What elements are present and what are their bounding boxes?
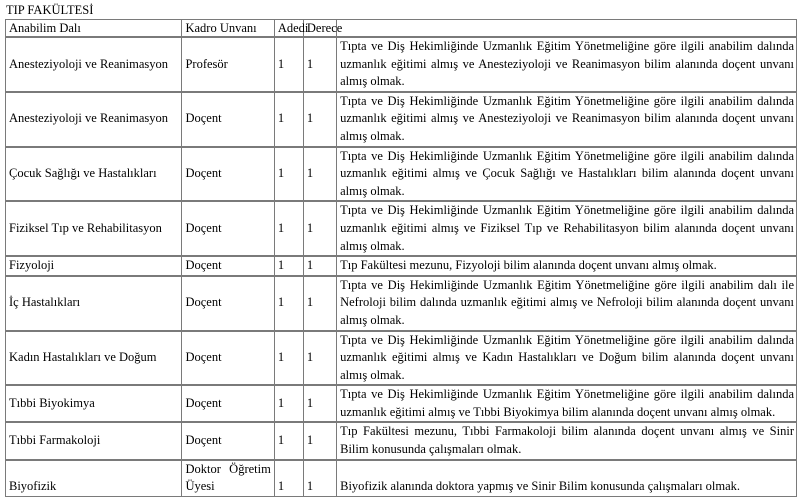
- table-row: [6, 331, 797, 386]
- count-cell: 1: [274, 92, 303, 147]
- table-row: [6, 147, 797, 202]
- position-title-cell: Doçent: [182, 422, 274, 459]
- degree-cell: 1: [303, 37, 336, 92]
- department-cell: Tıbbi Farmakoloji: [6, 422, 182, 459]
- requirements-cell: Tıpta ve Diş Hekimliğinde Uzmanlık Eğitim Yönetmeliğine göre ilgili anabilim dalında uzmanlık eğitimi almış ve Çocuk Sağlığı ve Hastalıkları bilim alanında doçent unvanı almış olmak.: [337, 147, 797, 202]
- count-cell: 1: [274, 256, 303, 276]
- degree-cell: 1: [303, 276, 336, 331]
- table-row: [6, 276, 797, 331]
- header-department: Anabilim Dalı: [6, 20, 182, 38]
- degree-cell: 1: [303, 331, 336, 386]
- faculty-title: TIP FAKÜLTESİ: [6, 3, 94, 17]
- requirements-cell: Tıpta ve Diş Hekimliğinde Uzmanlık Eğitim Yönetmeliğine göre ilgili anabilim dalında uzmanlık eğitimi almış ve Fiziksel Tıp ve Rehabilitasyon bilim alanında doçent unvanı almış olmak.: [337, 201, 797, 256]
- positions-table: [5, 19, 797, 497]
- count-cell: 1: [274, 201, 303, 256]
- count-cell: 1: [274, 331, 303, 386]
- degree-cell: 1: [303, 147, 336, 202]
- requirements-cell: Tıp Fakültesi mezunu, Fizyoloji bilim alanında doçent unvanı almış olmak.: [337, 256, 797, 276]
- table-row: [6, 422, 797, 459]
- count-cell: 1: [274, 276, 303, 331]
- requirements-cell: Tıpta ve Diş Hekimliğinde Uzmanlık Eğitim Yönetmeliğine göre ilgili anabilim dalında uzmanlık eğitimi almış ve Anesteziyoloji ve Reanimasyon bilim alanında doçent unvanı almış olmak.: [337, 92, 797, 147]
- degree-cell: 1: [303, 422, 336, 459]
- table-row: [6, 92, 797, 147]
- department-cell: Kadın Hastalıkları ve Doğum: [6, 331, 182, 386]
- department-cell: Biyofizik: [6, 460, 182, 497]
- requirements-cell: Tıpta ve Diş Hekimliğinde Uzmanlık Eğitim Yönetmeliğine göre ilgili anabilim dalında uzmanlık eğitimi almış ve Tıbbi Biyokimya bilim alanında doçent unvanı almış olmak.: [337, 385, 797, 422]
- position-title-cell: Doçent: [182, 331, 274, 386]
- position-title-cell: Doktor Öğretim Üyesi: [182, 460, 274, 497]
- position-title-cell: Doçent: [182, 92, 274, 147]
- department-cell: Fizyoloji: [6, 256, 182, 276]
- department-cell: Çocuk Sağlığı ve Hastalıkları: [6, 147, 182, 202]
- count-cell: 1: [274, 147, 303, 202]
- count-cell: 1: [274, 422, 303, 459]
- header-position-title: Kadro Unvanı: [182, 20, 274, 38]
- degree-cell: 1: [303, 385, 336, 422]
- count-cell: 1: [274, 460, 303, 497]
- position-title-cell: Doçent: [182, 147, 274, 202]
- table-row: [6, 385, 797, 422]
- department-cell: Anesteziyoloji ve Reanimasyon: [6, 37, 182, 92]
- header-requirements: [337, 20, 797, 38]
- department-cell: Tıbbi Biyokimya: [6, 385, 182, 422]
- position-title-cell: Doçent: [182, 256, 274, 276]
- table-row: [6, 460, 797, 497]
- count-cell: 1: [274, 37, 303, 92]
- requirements-cell: Tıp Fakültesi mezunu, Tıbbi Farmakoloji bilim alanında doçent unvanı almış ve Sinir Bilim konusunda çalışmaları olmak.: [337, 422, 797, 459]
- position-title-cell: Doçent: [182, 276, 274, 331]
- position-title-cell: Doçent: [182, 201, 274, 256]
- requirements-cell: Tıpta ve Diş Hekimliğinde Uzmanlık Eğitim Yönetmeliğine göre ilgili anabilim dalında uzmanlık eğitimi almış ve Kadın Hastalıkları ve Doğum bilim alanında doçent unvanı almış olmak.: [337, 331, 797, 386]
- table-header-row: [6, 20, 797, 38]
- position-title-cell: Doçent: [182, 385, 274, 422]
- header-count: Adedi: [274, 20, 303, 38]
- table-row: [6, 201, 797, 256]
- degree-cell: 1: [303, 92, 336, 147]
- requirements-cell: Biyofizik alanında doktora yapmış ve Sinir Bilim konusunda çalışmaları olmak.: [337, 460, 797, 497]
- department-cell: İç Hastalıkları: [6, 276, 182, 331]
- degree-cell: 1: [303, 256, 336, 276]
- department-cell: Fiziksel Tıp ve Rehabilitasyon: [6, 201, 182, 256]
- table-row: [6, 256, 797, 276]
- count-cell: 1: [274, 385, 303, 422]
- position-title-cell: Profesör: [182, 37, 274, 92]
- requirements-cell: Tıpta ve Diş Hekimliğinde Uzmanlık Eğitim Yönetmeliğine göre ilgili anabilim dalında uzmanlık eğitimi almış ve Anesteziyoloji ve Reanimasyon bilim alanında doçent unvanı almış olmak.: [337, 37, 797, 92]
- requirements-cell: Tıpta ve Diş Hekimliğinde Uzmanlık Eğitim Yönetmeliğine göre ilgili anabilim dalı ile Nefroloji bilim dalında uzmanlık eğitimi almış ve Nefroloji bilim alanında doçent unvanı almış olmak.: [337, 276, 797, 331]
- degree-cell: 1: [303, 201, 336, 256]
- degree-cell: 1: [303, 460, 336, 497]
- header-degree: Derece: [303, 20, 336, 38]
- table-row: [6, 37, 797, 92]
- department-cell: Anesteziyoloji ve Reanimasyon: [6, 92, 182, 147]
